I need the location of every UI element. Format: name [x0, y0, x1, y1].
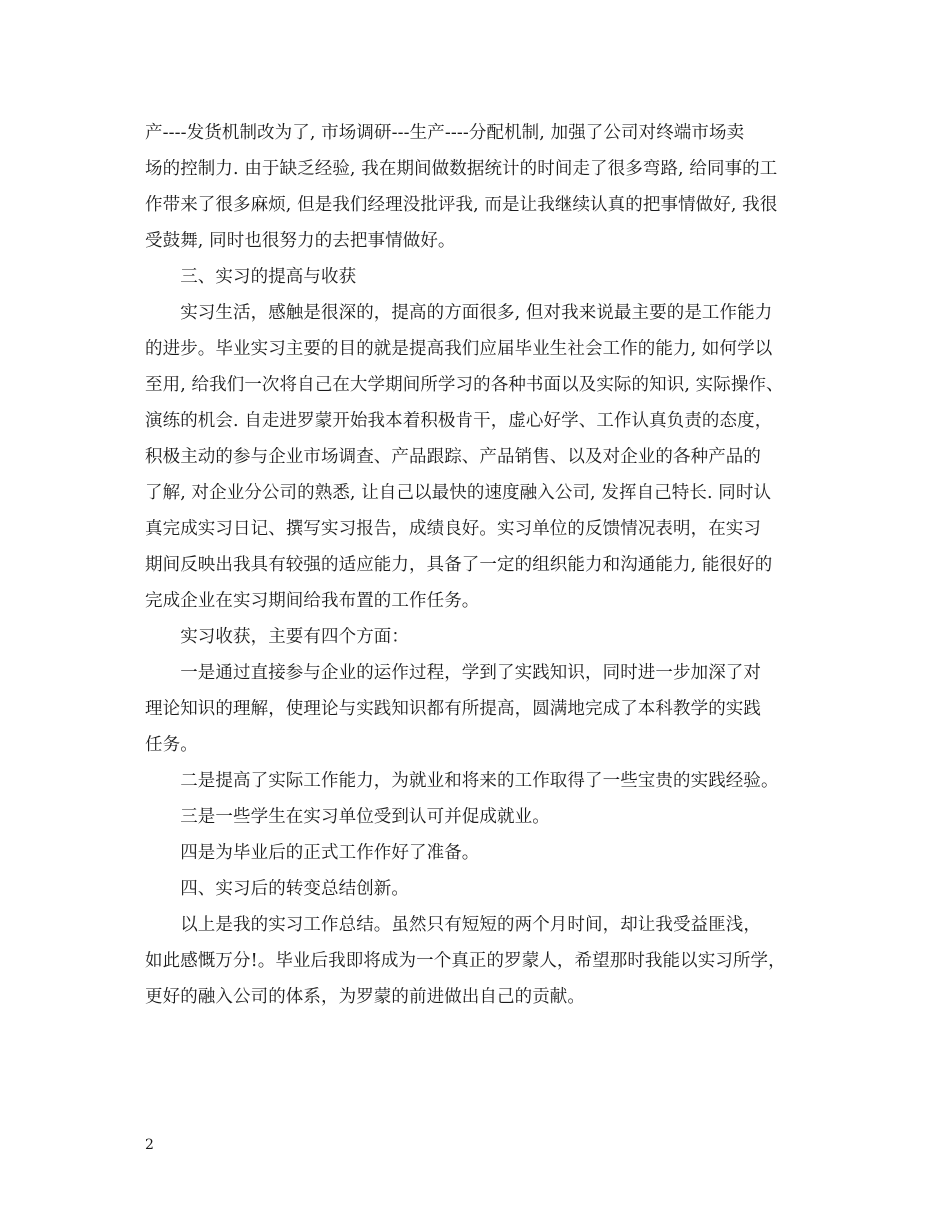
text-line: 了解, 对企业分公司的熟悉, 让自己以最快的速度融入公司, 发挥自己特长. 同时认	[145, 483, 772, 503]
text-line: 作带来了很多麻烦, 但是我们经理没批评我, 而是让我继续认真的把事情做好, 我很	[145, 195, 778, 215]
page-number: 2	[145, 1137, 154, 1153]
text-line: 期间反映出我具有较强的适应能力，具备了一定的组织能力和沟通能力, 能很好的	[145, 555, 773, 575]
text-line: 实习生活，感触是很深的，提高的方面很多, 但对我来说最主要的是工作能力	[145, 303, 773, 323]
text-line: 至用, 给我们一次将自己在大学期间所学习的各种书面以及实际的知识, 实际操作、	[145, 375, 784, 395]
text-line: 一是通过直接参与企业的运作过程，学到了实践知识，同时进一步加深了对	[145, 663, 761, 683]
text-line: 三是一些学生在实习单位受到认可并促成就业。	[145, 807, 550, 827]
text-line: 场的控制力. 由于缺乏经验, 我在期间做数据统计的时间走了很多弯路, 给同事的工	[145, 159, 778, 179]
text-line: 积极主动的参与企业市场调查、产品跟踪、产品销售、以及对企业的各种产品的	[145, 447, 761, 467]
text-line: 任务。	[145, 735, 198, 755]
text-line: 二是提高了实际工作能力，为就业和将来的工作取得了一些宝贵的实践经验。	[145, 771, 779, 791]
text-line: 产----发货机制改为了, 市场调研---生产----分配机制, 加强了公司对终端市场卖	[145, 123, 745, 143]
section-heading: 四、实习后的转变总结创新。	[145, 879, 409, 899]
document-body	[145, 115, 825, 1015]
text-line: 的进步。毕业实习主要的目的就是提高我们应届毕业生社会工作的能力, 如何学以	[145, 339, 773, 359]
text-line: 真完成实习日记、撰写实习报告，成绩良好。实习单位的反馈情况表明，在实习	[145, 519, 761, 539]
text-line: 更好的融入公司的体系，为罗蒙的前进做出自己的贡献。	[145, 987, 585, 1007]
text-line: 理论知识的理解，使理论与实践知识都有所提高，圆满地完成了本科教学的实践	[145, 699, 761, 719]
text-line: 以上是我的实习工作总结。虽然只有短短的两个月时间，却让我受益匪浅，	[145, 915, 761, 935]
text-line: 演练的机会. 自走进罗蒙开始我本着积极肯干，虚心好学、工作认真负责的态度，	[145, 411, 773, 431]
text-line: 四是为毕业后的正式工作作好了准备。	[145, 843, 480, 863]
section-heading: 三、实习的提高与收获	[145, 267, 357, 287]
text-line: 实习收获，主要有四个方面：	[145, 627, 409, 647]
text-line: 完成企业在实习期间给我布置的工作任务。	[145, 591, 480, 611]
text-line: 如此感慨万分!。毕业后我即将成为一个真正的罗蒙人，希望那时我能以实习所学，	[145, 951, 786, 971]
text-line: 受鼓舞, 同时也很努力的去把事情做好。	[145, 231, 456, 251]
